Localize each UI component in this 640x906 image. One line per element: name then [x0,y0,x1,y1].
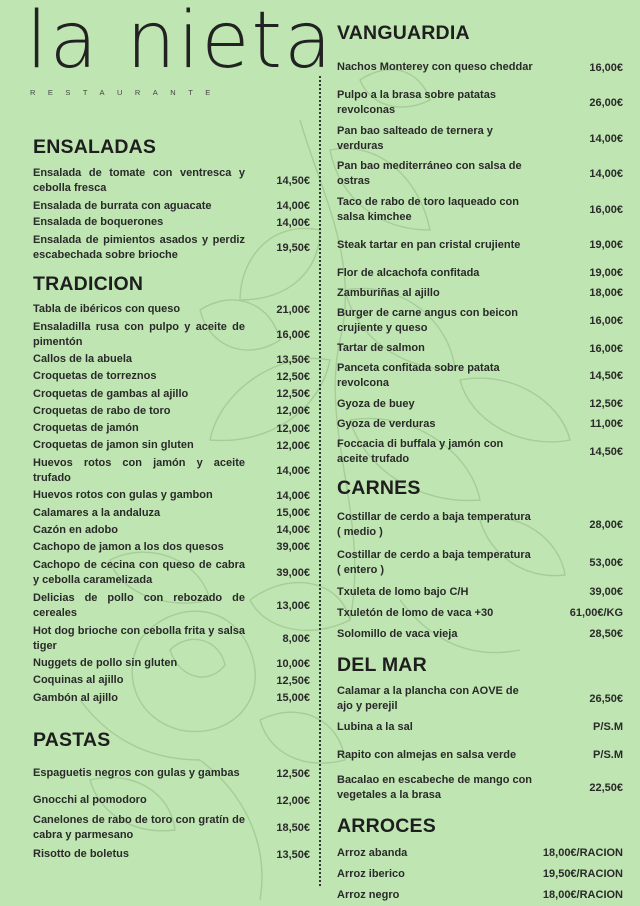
dish-price: 15,00€ [276,692,310,705]
dish-price: 28,50€ [589,628,623,640]
menu-item [337,624,623,645]
dish-name: Cachopo de cecina con queso de cabra y cebolla caramelizada [33,558,245,586]
dish-name: Taco de rabo de toro laqueado con salsa kimchee [337,195,519,223]
menu-item [337,506,623,544]
dish-price: 19,50€/RACION [542,868,623,880]
dish-price: 18,00€/RACION [542,889,623,901]
menu-item [337,339,623,359]
dish-price: 61,00€/KG [569,607,623,619]
dish-price: 14,00€ [589,168,623,181]
menu-item [337,303,623,339]
dish-price: 12,00€ [276,794,310,807]
menu-item [33,420,309,437]
menu-item [33,505,309,522]
right-menu-column [337,22,623,906]
menu-item [337,228,623,264]
dish-name: Costillar de cerdo a baja temperatura ( medio ) [337,510,531,538]
dish-name: Espaguetis negros con gulas y gambas [33,767,240,780]
menu-item [33,589,309,622]
dish-price: 12,50€ [276,370,310,383]
dish-price: 12,00€ [276,405,310,418]
dish-price: 14,00€ [589,132,623,145]
menu-item [337,50,623,86]
menu-item [33,539,309,556]
dish-price: 19,00€ [589,239,623,252]
menu-item [33,454,309,487]
dish-price: 18,00€ [589,287,623,299]
menu-item [33,318,309,351]
dish-name: Pan bao salteado de ternera y verduras [337,124,493,152]
dish-name: Ensalada de pimientos asados y perdiz escabechada sobre brioche [33,234,245,261]
menu-item [337,86,623,122]
dish-name: Croquetas de rabo de toro [33,404,171,417]
dish-price: 16,00€ [589,203,623,216]
menu-item [33,655,309,672]
dish-price: 26,00€ [589,97,623,110]
menu-item [337,843,623,864]
brand-name: la nieta [26,0,334,86]
menu-item [337,394,623,414]
menu-item [337,716,623,739]
dish-name: Burger de carne angus con beicon crujiente y queso [337,306,518,334]
dish-price: 15,00€ [276,507,310,520]
dish-name: Txuleta de lomo bajo C/H [337,585,469,598]
menu-item [33,757,309,791]
dish-name: Tabla de ibéricos con queso [33,303,181,316]
menu-item [337,603,623,624]
dish-name: Tartar de salmon [337,342,425,354]
menu-item [33,689,309,706]
dish-name: Coquinas al ajillo [33,674,124,687]
dish-name: Gnocchi al pomodoro [33,794,147,807]
dish-price: P/S.M [593,721,623,733]
dish-name: Pulpo a la brasa sobre patatas revolconas [337,89,496,117]
dish-price: 14,00€ [276,216,310,229]
dish-name: Gambón al ajillo [33,691,118,704]
dish-name: Croquetas de gambas al ajillo [33,387,189,400]
menu-item [337,864,623,885]
dish-price: 39,00€ [589,586,623,598]
left-menu-column [33,136,309,865]
menu-item [337,772,623,805]
dish-name: Arroz abanda [337,846,408,859]
dish-price: 12,00€ [276,439,310,452]
dish-price: 18,50€ [276,821,310,834]
dish-price: 12,50€ [276,674,310,687]
dish-name: Gyoza de buey [337,397,415,410]
dish-name: Pan bao mediterráneo con salsa de ostras [337,160,522,188]
dish-name: Canelones de rabo de toro con gratín de cabra y parmesano [33,813,245,841]
column-divider [319,76,321,886]
dish-name: Croquetas de jamon sin gluten [33,439,194,452]
dish-name: Foccacia di buffala y jamón con aceite trufado [337,437,504,465]
section-heading-carnes: CARNES [337,476,421,499]
menu-item [33,215,309,232]
dish-price: 12,50€ [276,767,310,780]
dish-price: 14,00€ [276,489,310,502]
dish-price: 11,00€ [589,418,623,430]
menu-item [33,386,309,403]
restaurant-logo [26,2,334,97]
dish-price: 14,00€ [276,464,310,477]
menu-item [337,359,623,395]
menu-item [33,301,309,318]
menu-item [337,885,623,906]
dish-name: Callos de la abuela [33,353,133,366]
dish-price: 26,50€ [589,693,623,705]
dish-name: Ensaladilla rusa con pulpo y aceite de pimentón [33,320,245,348]
dish-name: Croquetas de jamón [33,422,139,435]
dish-name: Delicias de pollo con rebozado de cereales [33,591,245,619]
menu-item [33,791,309,811]
dish-price: 12,50€ [589,398,623,410]
menu-item [33,622,309,655]
dish-price: 16,00€ [276,328,310,341]
dish-name: Ensalada de tomate con ventresca y cebolla fresca [33,167,245,194]
dish-name: Rapito con almejas en salsa verde [337,748,517,761]
section-heading-del-mar: DEL MAR [337,653,427,676]
dish-name: Zamburiñas al ajillo [337,286,440,299]
brand-subtitle: RESTAURANTE [30,88,223,97]
dish-name: Cazón en adobo [33,523,118,536]
dish-name: Gyoza de verduras [337,417,436,430]
dish-name: Huevos rotos con gulas y gambon [33,489,213,502]
menu-item [33,198,309,215]
dish-price: 16,00€ [589,342,623,355]
dish-price: 14,50€ [589,445,623,458]
dish-name: Arroz negro [337,888,400,901]
section-heading-tradicion: TRADICION [33,273,144,295]
dish-price: 16,00€ [589,314,623,327]
menu-item [337,414,623,434]
dish-name: Croquetas de torreznos [33,370,157,383]
menu-item [337,283,623,303]
menu-item [337,121,623,157]
menu-item [337,683,623,716]
menu-item [33,231,309,265]
dish-name: Arroz iberico [337,867,405,880]
section-heading-vanguardia: VANGUARDIA [337,22,470,44]
dish-name: Steak tartar en pan cristal crujiente [337,238,521,251]
dish-name: Ensalada de burrata con aguacate [33,199,212,212]
dish-price: 14,00€ [276,524,310,537]
dish-price: 12,00€ [276,422,310,435]
dish-price: 13,50€ [276,848,310,861]
menu-item [33,811,309,845]
dish-name: Flor de alcachofa confitada [337,266,480,279]
dish-name: Huevos rotos con jamón y aceite trufado [33,456,245,484]
menu-item [33,556,309,589]
dish-price: 22,50€ [589,782,623,794]
dish-name: Ensalada de boquerones [33,216,164,229]
menu-item [337,582,623,603]
menu-item [33,487,309,504]
dish-name: Costillar de cerdo a baja temperatura ( entero ) [337,548,531,576]
menu-item [337,263,623,283]
menu-item [337,739,623,772]
dish-price: 19,50€ [276,242,310,254]
dish-price: 8,00€ [282,632,310,645]
menu-item [33,437,309,454]
dish-name: Risotto de boletus [33,848,129,861]
dish-price: 16,00€ [589,61,623,74]
menu-item [33,351,309,368]
dish-name: Solomillo de vaca vieja [337,627,458,640]
menu-item [337,434,623,470]
menu-item [33,845,309,865]
dish-name: Hot dog brioche con cebolla frita y salsa tiger [33,624,245,652]
dish-price: 19,00€ [589,267,623,279]
dish-price: P/S.M [593,749,623,761]
dish-name: Bacalao en escabeche de mango con vegetales a la brasa [337,774,533,801]
dish-name: Calamar a la plancha con AOVE de ajo y perejil [337,685,519,712]
menu-item [33,522,309,539]
section-heading-pastas: PASTAS [33,728,111,751]
dish-name: Lubina a la sal [337,720,413,733]
dish-name: Cachopo de jamon a los dos quesos [33,540,224,553]
dish-price: 28,00€ [589,518,623,531]
section-heading-ensaladas: ENSALADAS [33,136,157,158]
dish-name: Calamares a la andaluza [33,506,161,519]
menu-item [33,368,309,385]
dish-price: 13,00€ [276,599,310,612]
dish-name: Nachos Monterey con queso cheddar [337,61,533,74]
dish-price: 14,50€ [276,175,310,187]
dish-price: 14,50€ [589,370,623,383]
dish-name: Panceta confitada sobre patata revolcona [337,362,500,390]
dish-price: 10,00€ [276,657,310,670]
dish-price: 53,00€ [589,556,623,569]
menu-item [33,403,309,420]
dish-price: 14,00€ [276,200,310,213]
dish-price: 21,00€ [276,303,310,316]
dish-price: 12,50€ [276,388,310,401]
menu-item [337,544,623,582]
menu-item [337,192,623,228]
menu-item [33,164,309,198]
section-heading-arroces: ARROCES [337,814,436,837]
dish-price: 39,00€ [276,541,310,554]
menu-item [33,672,309,689]
dish-name: Nuggets de pollo sin gluten [33,657,178,670]
dish-price: 13,50€ [276,353,310,366]
menu-item [337,157,623,193]
dish-price: 18,00€/RACION [542,847,623,859]
dish-price: 39,00€ [276,566,310,579]
dish-name: Txuletón de lomo de vaca +30 [337,606,494,619]
